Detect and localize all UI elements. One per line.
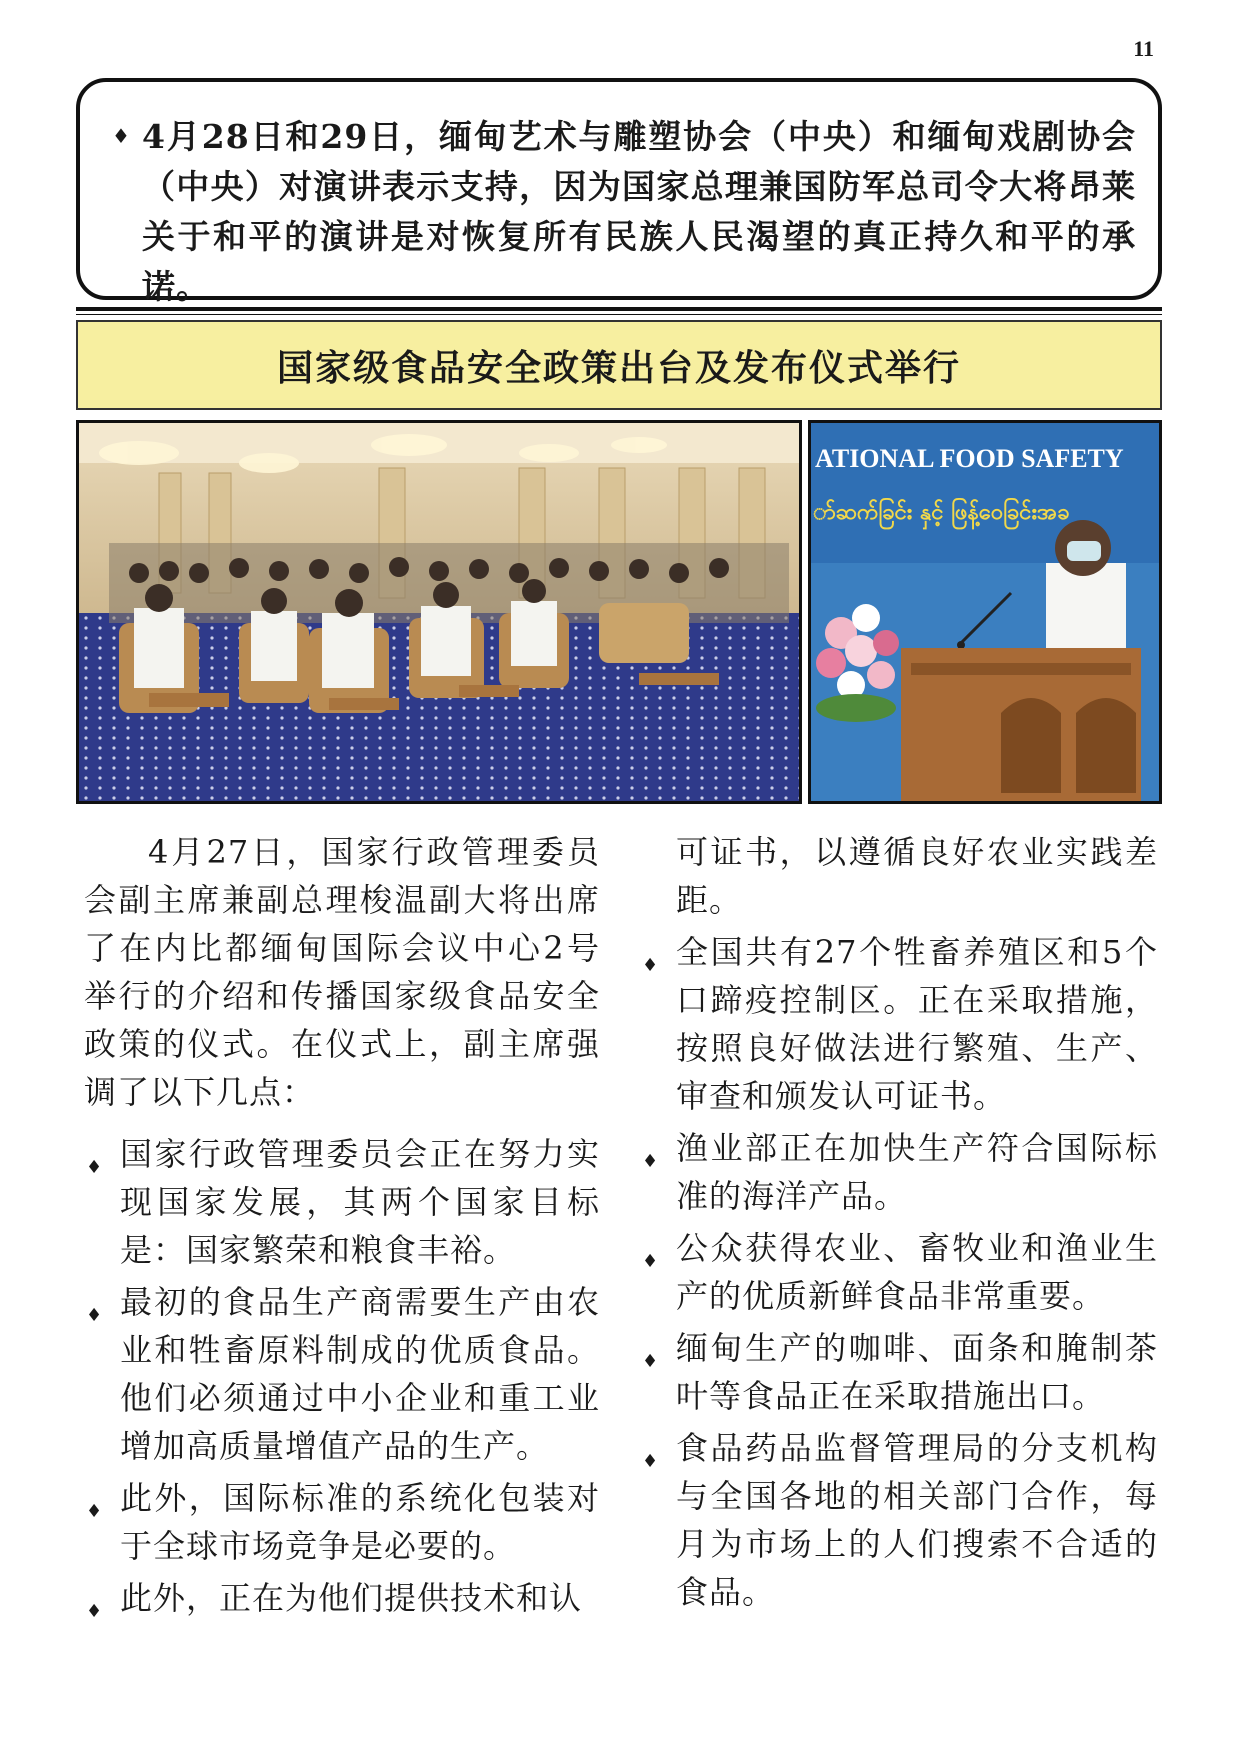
article-body [84, 828, 1158, 1708]
diamond-bullet-icon: ♦ [642, 1451, 660, 1472]
list-item-text: 公众获得农业、畜牧业和渔业生产的优质新鲜食品非常重要。 [676, 1229, 1158, 1315]
diamond-bullet-icon: ♦ [642, 1351, 660, 1372]
banner-text-english: ATIONAL FOOD SAFETY [815, 444, 1124, 473]
diamond-bullet-icon: ♦ [642, 1251, 660, 1272]
list-item-text: 缅甸生产的咖啡、面条和腌制茶叶等食品正在采取措施出口。 [676, 1329, 1158, 1415]
diamond-bullet-icon: ♦ [642, 1151, 660, 1172]
list-item-text: 渔业部正在加快生产符合国际标准的海洋产品。 [676, 1129, 1158, 1215]
list-item [640, 1424, 1158, 1616]
list-item-text: 此外，正在为他们提供技术和认 [120, 1579, 583, 1617]
divider-thin [76, 314, 1162, 315]
list-item [640, 1124, 1158, 1220]
article-intro: 4月27日，国家行政管理委员会副主席兼副总理梭温副大将出席了在内比都缅甸国际会议中心2号举行的介绍和传播国家级食品安全政策的仪式。在仪式上，副主席强调了以下几点： [84, 833, 600, 1111]
list-item [84, 1278, 600, 1470]
list-item-text: 食品药品监督管理局的分支机构与全国各地的相关部门合作，每月为市场上的人们搜索不合适的食品。 [676, 1429, 1158, 1611]
banner-text-myanmar: ာ်ဆက်ခြင်း နှင့် ဖြန့်ဝေခြင်းအခ [813, 500, 1070, 525]
article-headline: 国家级食品安全政策出台及发布仪式举行 [76, 320, 1162, 410]
diamond-bullet-icon: ♦ [86, 1501, 104, 1522]
list-item [640, 1224, 1158, 1320]
news-brief-item [112, 112, 1136, 312]
list-item-continuation: 可证书，以遵循良好农业实践差距。 [676, 833, 1158, 919]
speaker-podium-photo [808, 420, 1162, 804]
article-column-left [84, 828, 600, 1636]
list-item-text: 此外，国际标准的系统化包装对于全球市场竞争是必要的。 [120, 1479, 600, 1565]
news-brief-text: 4月28日和29日，缅甸艺术与雕塑协会（中央）和缅甸戏剧协会（中央）对演讲表示支持，因为国家总理兼国防军总司令大将昂莱关于和平的演讲是对恢复所有民族人民渴望的真正持久和平的承诺。 [142, 117, 1136, 306]
list-item [84, 1574, 600, 1636]
diamond-bullet-icon: ♦ [642, 955, 660, 976]
diamond-bullet-icon: ♦ [86, 1601, 104, 1622]
list-item [84, 1130, 600, 1274]
news-brief-box [76, 78, 1162, 306]
conference-hall-photo [76, 420, 802, 804]
list-item [640, 1324, 1158, 1420]
list-item-text: 国家行政管理委员会正在努力实现国家发展，其两个国家目标是：国家繁荣和粮食丰裕。 [120, 1135, 600, 1269]
conference-hall-illustration [79, 423, 799, 801]
list-item-text: 全国共有27个牲畜养殖区和5个口蹄疫控制区。正在采取措施，按照良好做法进行繁殖、生产、审查和颁发认可证书。 [676, 933, 1158, 1115]
divider-thick [76, 307, 1162, 311]
speaker-podium-illustration [811, 423, 1159, 801]
page-number: 11 [1133, 36, 1154, 61]
diamond-bullet-icon: ♦ [112, 124, 130, 148]
list-item [84, 1474, 600, 1570]
diamond-bullet-icon: ♦ [86, 1157, 104, 1178]
article-column-right [640, 828, 1158, 1616]
list-item-text: 最初的食品生产商需要生产由农业和牲畜原料制成的优质食品。他们必须通过中小企业和重工业增加高质量增值产品的生产。 [120, 1283, 600, 1465]
diamond-bullet-icon: ♦ [86, 1305, 104, 1326]
list-item [640, 928, 1158, 1120]
